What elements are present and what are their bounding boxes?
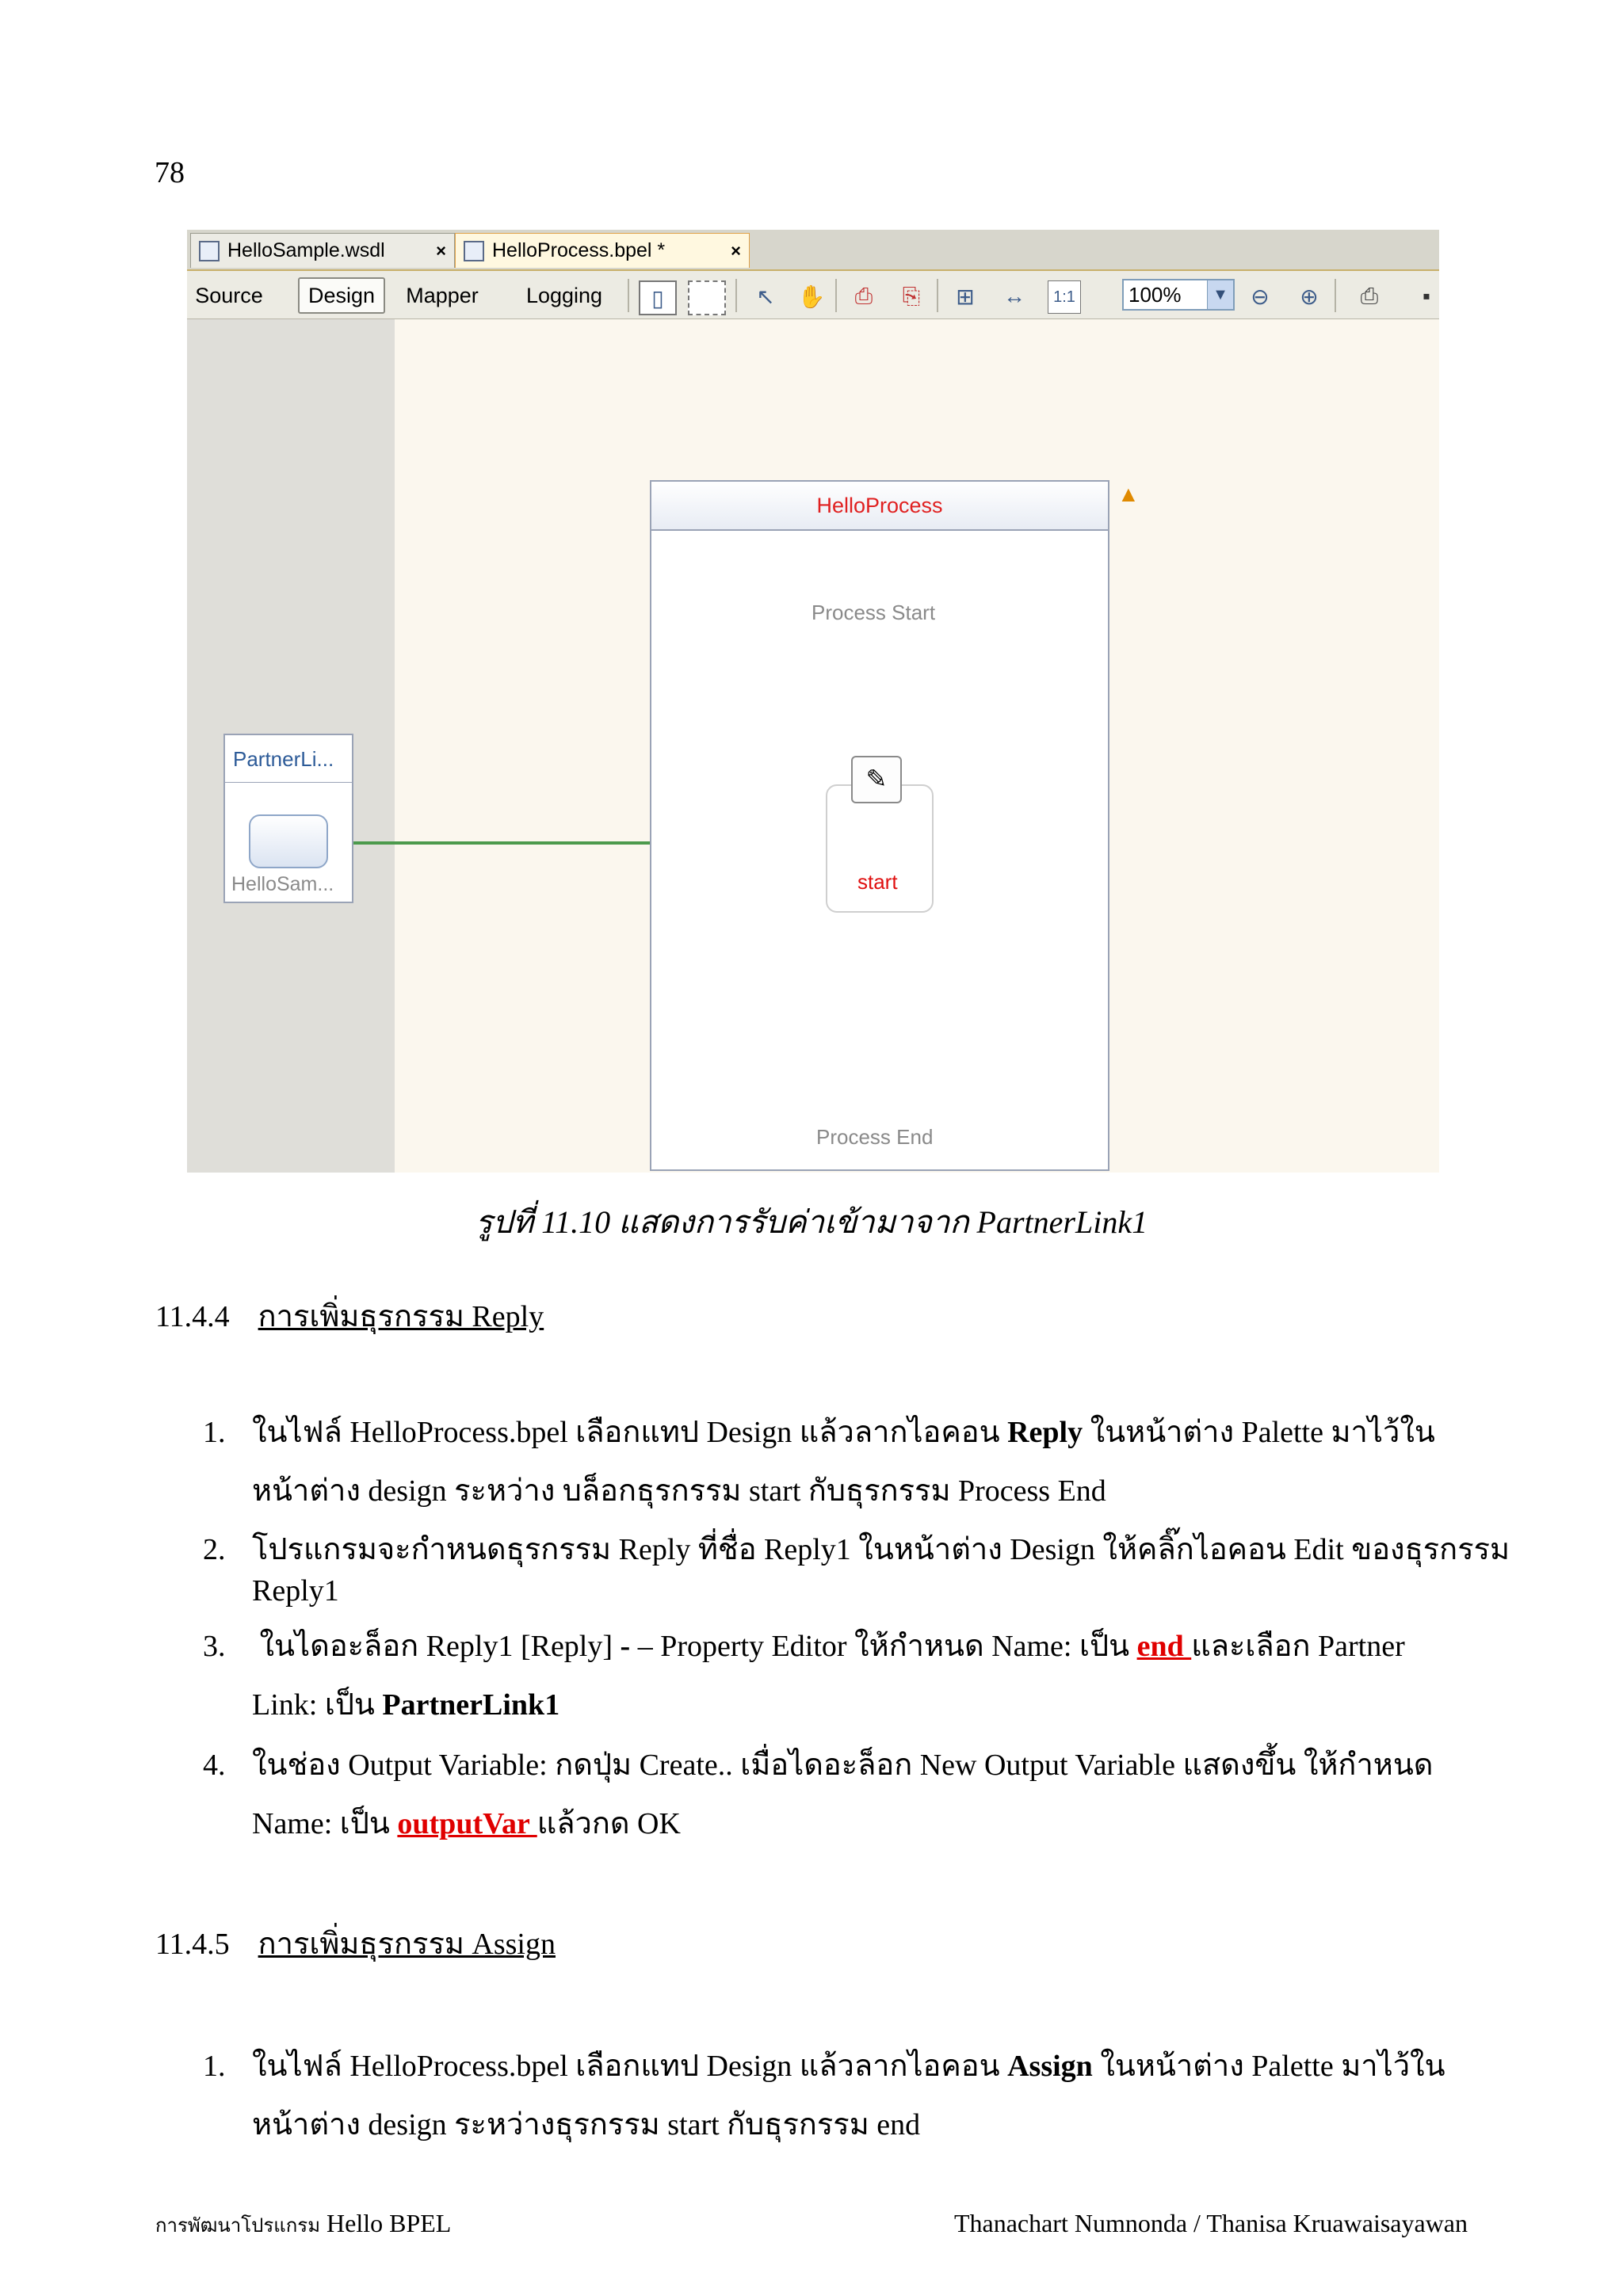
export-image-icon[interactable]: ⎘	[902, 283, 921, 308]
section-heading	[155, 1919, 556, 1967]
list-item: 4. ในช่อง Output Variable: กดปุ่ม Create.. เมื่อไดอะล็อก New Output Variable แสดงขึ้น ให้กำหนด	[203, 1749, 1434, 1782]
mapper-view-button[interactable]: Mapper	[406, 283, 479, 307]
list-item: 2. โปรแกรมจะกำหนดธุรกรรม Reply ที่ชื่อ Reply1 ในหน้าต่าง Design ให้คลิ๊กไอคอน Edit ของธุรกรรม	[203, 1533, 1510, 1566]
zoom-value: 100%	[1128, 283, 1182, 307]
fit-diagram-icon[interactable]: ⊞	[956, 284, 975, 309]
warning-icon[interactable]: ▲	[1117, 482, 1140, 506]
zoom-in-icon[interactable]: ⊕	[1300, 284, 1319, 309]
fit-width-icon[interactable]: ↔	[1003, 284, 1025, 308]
figure-caption: รูปที่ 11.10 แสดงการรับค่าเข้ามาจาก PartnerLink1	[475, 1204, 1148, 1240]
partner-link-port[interactable]	[249, 814, 328, 868]
partner-link-subtitle: HelloSam...	[231, 873, 334, 895]
footer-right: Thanachart Numnonda / Thanisa Kruawaisayawan	[953, 2209, 1468, 2237]
list-item-continuation: หน้าต่าง design ระหว่าง บล็อกธุรกรรม start กับธุรกรรม Process End	[252, 1474, 1106, 1508]
list-item: 1. ในไฟล์ HelloProcess.bpel เลือกแทป Design แล้วลากไอคอน Assign ในหน้าต่าง Palette มาไว้ใน	[203, 2050, 1445, 2083]
list-item: 1. ในไฟล์ HelloProcess.bpel เลือกแทป Design แล้วลากไอคอน Reply ในหน้าต่าง Palette มาไว้ใน	[203, 1416, 1435, 1449]
close-icon[interactable]: ×	[731, 240, 741, 261]
actual-size-icon[interactable]: 1:1	[1048, 280, 1081, 314]
page-view-icon[interactable]: ▯	[639, 280, 677, 315]
tab-label: HelloProcess.bpel *	[492, 239, 666, 261]
chevron-down-icon[interactable]: ▼	[1207, 280, 1233, 309]
section-number: 11.4.5	[155, 1928, 230, 1961]
zoom-out-icon[interactable]: ⊖	[1251, 284, 1270, 309]
source-view-button[interactable]: Source	[195, 283, 263, 307]
list-item-continuation: หน้าต่าง design ระหว่างธุรกรรม start กับธุรกรรม end	[252, 2108, 921, 2142]
process-end-label: Process End	[816, 1125, 934, 1149]
list-item-continuation: Reply1	[252, 1574, 339, 1608]
select-pointer-icon[interactable]: ↖	[756, 284, 775, 309]
partner-link-box[interactable]	[223, 734, 353, 903]
pan-hand-icon[interactable]: ✋	[797, 284, 826, 309]
receive-label: start	[857, 870, 898, 894]
section-title: การเพิ่มธุรกรรม Assign	[258, 1928, 556, 1961]
process-title: HelloProcess	[651, 482, 1108, 531]
page-number: 78	[155, 156, 185, 189]
partner-link-title: PartnerLi...	[225, 735, 352, 783]
process-start-label: Process Start	[812, 601, 936, 624]
highlight-end: end	[1136, 1630, 1192, 1663]
tab-label: HelloSample.wsdl	[227, 239, 385, 261]
section-title: การเพิ่มธุรกรรม Reply	[258, 1300, 544, 1333]
logging-view-button[interactable]: Logging	[525, 283, 603, 307]
bpel-editor-screenshot	[187, 230, 1439, 1173]
edit-icon[interactable]: ✎	[851, 756, 902, 803]
list-item-continuation: Link: เป็น PartnerLink1	[252, 1688, 560, 1722]
print-icon[interactable]: ⎙	[1360, 283, 1379, 308]
section-number: 11.4.4	[155, 1300, 230, 1333]
highlight-outputvar: outputVar	[397, 1807, 537, 1840]
list-item-continuation: Name: เป็น outputVar แล้วกด OK	[252, 1807, 681, 1840]
close-icon[interactable]: ×	[436, 240, 446, 261]
footer-left: การพัฒนาโปรแกรม Hello BPEL	[155, 2209, 452, 2237]
design-view-button[interactable]: Design	[298, 277, 385, 314]
list-item: 3. ในไดอะล็อก Reply1 [Reply] - – Property Editor ให้กำหนด Name: เป็น end และเลือก Partner	[203, 1630, 1405, 1663]
export-pdf-icon[interactable]: ⎙	[854, 283, 873, 308]
more-tools-icon[interactable]: ▪	[1423, 284, 1430, 308]
section-heading	[155, 1291, 544, 1340]
